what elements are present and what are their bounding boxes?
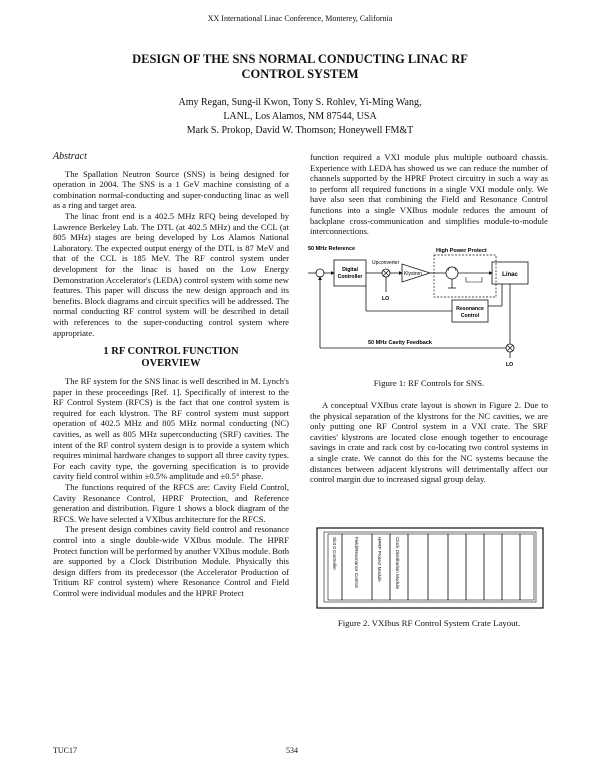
body-paragraph: The functions required of the RFCS are: Cavity Field Control, Cavity Resonance Control, HPRF Protection, and Reference generation and distribution. Figure 1 shows a block diagram of the RFCS. We have selected a VXIbus architecture for the RFCS.: [53, 482, 289, 524]
title-line-2: CONTROL SYSTEM: [241, 67, 359, 81]
paper-title: [60, 52, 540, 82]
crate-slot: [428, 534, 448, 600]
author-line: Amy Regan, Sung-il Kwon, Tony S. Rohlev, Yi-Ming Wang,: [178, 97, 422, 108]
abstract-paragraph: The linac front end is a 402.5 MHz RFQ being developed by Lawrence Berkeley Lab. The DTL (at 402.5 MHz) and the CCL (at 805 MHz) stages are being developed by Los Alamos National Laboratory. The expected output energy of the DTL is 87 MeV and that of the CCL is 185 MeV. The RF control system under development for the linac is based on the Low Energy Demonstration Accelerator's (LEDA) control system with some new features. This paper will discuss the new design approach and its benefits. Block diagrams and circuit specifics will be addressed. The normal conducting RF control system will be described in detail with references to the super-conducting control system where appropriate.: [53, 210, 289, 338]
author-line: LANL, Los Alamos, NM 87544, USA: [223, 111, 377, 122]
digital-controller-box: [334, 260, 366, 286]
directional-coupler: [466, 277, 482, 282]
crate-frame: [317, 528, 543, 608]
crate-slot: [408, 534, 428, 600]
feedback-label: 50 MHz Cavity Feedback: [368, 340, 432, 346]
crate-slot: [466, 534, 484, 600]
author-line: Mark S. Prokop, David W. Thomson; Honeywell FM&T: [186, 125, 414, 136]
crate-slot: [502, 534, 520, 600]
crate-slot: [484, 534, 502, 600]
left-column: [53, 152, 289, 599]
resonance-control-label-1: Resonance: [456, 306, 484, 312]
footer-paper-id: TUC17: [53, 746, 77, 755]
klystron-label: Klystron: [404, 271, 423, 277]
section-heading-line-1: 1 RF CONTROL FUNCTION: [103, 346, 239, 358]
slot-label: Clock Distribution Module: [395, 537, 400, 590]
high-power-protect-box: [434, 255, 496, 297]
figure-1-caption: Figure 1: RF Controls for SNS.: [373, 378, 485, 388]
right-column-middle: [310, 400, 548, 485]
resonance-control-label-2: Control: [460, 313, 480, 319]
section-heading: [53, 346, 289, 370]
figure-2-caption: Figure 2. VXIbus RF Control System Crate Layout.: [337, 618, 521, 628]
digital-controller-label-1: Digital: [342, 267, 358, 273]
digital-controller-label-2: Controller: [337, 274, 363, 280]
linac-label: Linac: [502, 272, 518, 278]
crate-slot: [448, 534, 466, 600]
mixer-cross: [507, 345, 513, 351]
upconverter-label: Upconverter: [372, 260, 400, 266]
figure-1-diagram: [306, 240, 550, 370]
ref-label: 50 MHz Reference: [308, 246, 356, 252]
right-column-top: [310, 152, 548, 237]
body-paragraph: The RF system for the SNS linac is well described in M. Lynch's paper in these proceedings [Ref. 1]. Specifically of interest to the RF Control System (RFCS) is the fact that one control system is required for each klystron. The RF control system must support operation of 402.5 MHz and 805 MHz normal conducting (NC) cavities, as well as 805 MHz superconducting (SRF) cavities. The intent of the RF control system design is to provide a system which requires minimal hardware changes to support all three cavity types. For each cavity type, the governing specification is to provide cavity field control within ±0.5% amplitude and ±0.5° phase.: [53, 376, 289, 482]
hp-label: High Power Protect: [436, 248, 487, 254]
author-block: [60, 96, 540, 138]
running-header: XX International Linac Conference, Monterey, California: [207, 14, 393, 23]
slot-label: Field/Resonance Control: [354, 537, 359, 588]
abstract-paragraph: The Spallation Neutron Source (SNS) is being designed for operation in 2004. The SNS is a 1 GeV machine consisting of a combination normal-conducting and super-conducting linac as well as a ring and target area.: [53, 168, 289, 211]
abstract-heading: Abstract: [53, 151, 87, 162]
footer-page-number: 534: [286, 746, 298, 755]
body-paragraph: function required a VXI module plus multiple outboard chassis. Experience with LEDA has showed us we can reduce the number of channels supported by the HPRF Protect circuitry in such a way as to perform all required functions in a single VXI module only. We have also seen that combining the Field and Resonance Control functions into a single VXIbus module reduces the amount of backplane cross-communication and simplifies module-to-module interconnections.: [310, 152, 548, 237]
body-paragraph: A conceptual VXIbus crate layout is shown in Figure 2. Due to the physical separation of the klystrons for the NC cavities, we are only putting one RF Control system in a VXI crate. The SRF cavities' klystrons are located close enough together to encourage savings in crate and rack cost by co-locating two control systems in a single crate. We cannot do this for the NC systems because the distances between adjacent klystrons will detrimentally affect our control margin due to increased signal group delay.: [310, 400, 548, 485]
crate-slot: [520, 534, 534, 600]
lo-label-1: LO: [382, 296, 390, 302]
body-paragraph: The present design combines cavity field control and resonance control into a single double-wide VXIbus module. The HPRF Protect function will be performed by another VXIbus module. Both are supported by a Clock Distribution Module. Physically this design differs from its predecessor (the Accelerator Production of Tritium RF control system) where Resonance Control and Field Control were individual modules and the HPRF Protect: [53, 524, 289, 598]
mixer-cross: [383, 270, 389, 276]
section-heading-line-2: OVERVIEW: [141, 358, 201, 370]
slot-label: HPRF Protect Module: [377, 537, 382, 582]
slot-label: Slot 0 Controller: [332, 537, 337, 570]
figure-2-crate: [316, 527, 544, 609]
lo-label-2: LO: [506, 362, 514, 368]
summing-node: [316, 269, 324, 277]
circulator: [446, 267, 458, 279]
title-line-1: DESIGN OF THE SNS NORMAL CONDUCTING LINAC RF: [132, 52, 468, 66]
